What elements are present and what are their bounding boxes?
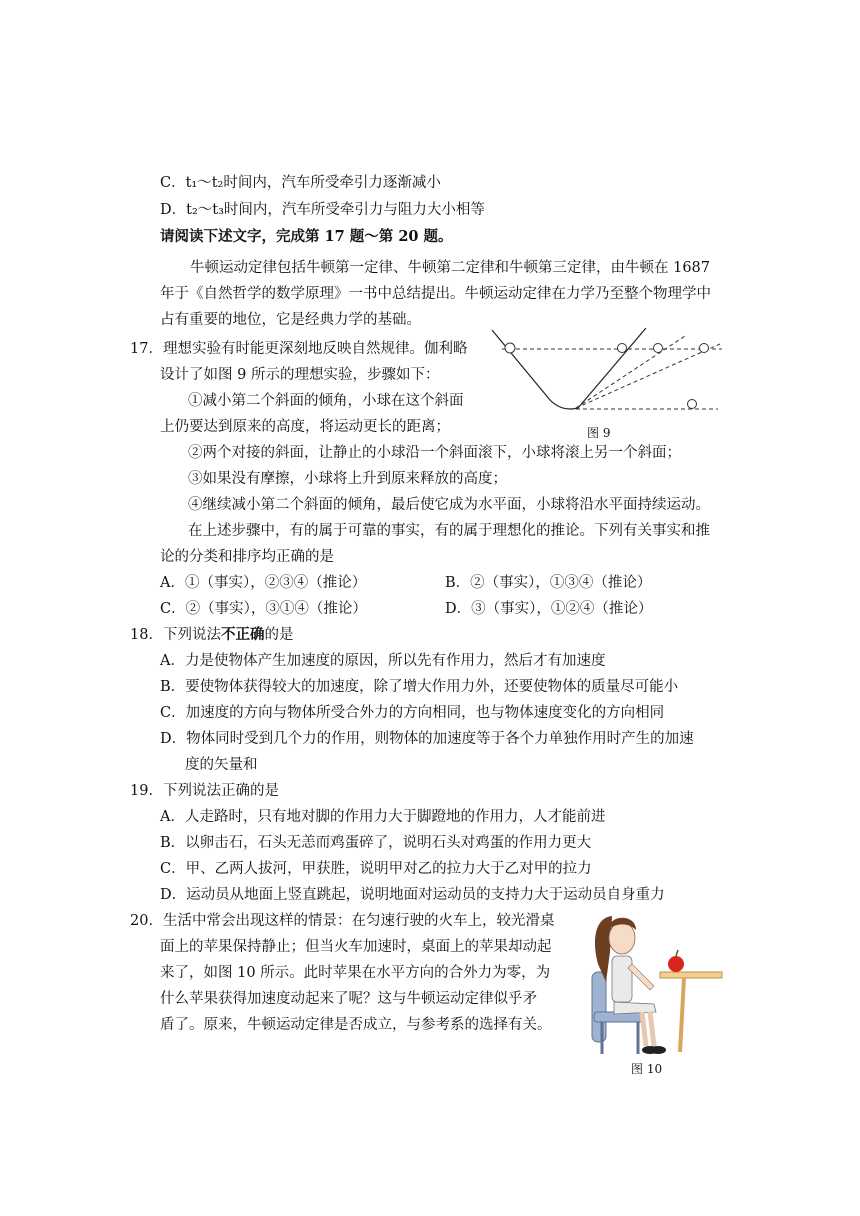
table-top	[660, 972, 722, 978]
q20-stem-line-4: 什么苹果获得加速度动起来了呢？这与牛顿运动定律似乎矛	[160, 991, 537, 1007]
q18-stem-prefix: 18．下列说法	[130, 627, 221, 643]
q20-stem-line-3: 来了，如图 10 所示。此时苹果在水平方向的合外力为零，为	[160, 965, 551, 981]
q17-step-3: ③如果没有摩擦，小球将上升到原来释放的高度；	[188, 471, 507, 487]
q17-step-4: ④继续减小第二个斜面的倾角，最后使它成为水平面，小球将沿水平面持续运动。	[188, 497, 710, 513]
girl-dress	[612, 956, 632, 1002]
q17-option-d: D．③（事实），①②④（推论）	[445, 601, 653, 617]
q16-option-c: C．t₁～t₂时间内，汽车所受牵引力逐渐减小	[160, 175, 441, 191]
apple-stem	[676, 950, 678, 956]
q18-option-a: A．力是使物体产生加速度的原因，所以先有作用力，然后才有加速度	[160, 653, 606, 669]
track-curve	[492, 328, 646, 409]
q17-stem-line-2: 设计了如图 9 所示的理想实验，步骤如下：	[160, 367, 440, 383]
table-leg	[680, 978, 684, 1052]
passage-line-2: 年于《自然哲学的数学原理》一书中总结提出。牛顿运动定律在力学乃至整个物理学中	[160, 286, 711, 302]
q18-option-d-cont: 度的矢量和	[185, 757, 258, 773]
figure-10-girl-apple-illustration	[584, 912, 730, 1058]
q17-option-c: C．②（事实），③①④（推论）	[160, 601, 367, 617]
figure-9-inclined-planes	[490, 322, 730, 422]
ball-horizontal	[688, 400, 697, 409]
girl-face	[609, 922, 635, 954]
ball-start	[505, 343, 515, 353]
q18-stem-emphasis: 不正确	[220, 626, 265, 643]
q17-stem-line-1: 17．理想实验有时能更深刻地反映自然规律。伽利略	[130, 341, 468, 357]
q17-step-2: ②两个对接的斜面，让静止的小球沿一个斜面滚下，小球将滚上另一个斜面；	[188, 445, 681, 461]
slope-line-3	[576, 344, 720, 408]
chair-back	[592, 972, 606, 1042]
girl-leg	[650, 1012, 654, 1046]
section-instruction: 请阅读下述文字，完成第 17 题～第 20 题。	[160, 228, 453, 245]
q18-stem	[130, 625, 293, 645]
q18-option-c: C．加速度的方向与物体所受合外力的方向相同，也与物体速度变化的方向相同	[160, 705, 665, 721]
q18-stem-suffix: 的是	[264, 627, 294, 643]
q20-stem-line-5: 盾了。原来，牛顿运动定律是否成立，与参考系的选择有关。	[160, 1017, 552, 1033]
ball-slope-1	[618, 344, 627, 353]
q19-option-d: D．运动员从地面上竖直跳起，说明地面对运动员的支持力大于运动员自身重力	[160, 887, 665, 903]
q16-option-d: D．t₂～t₃时间内，汽车所受牵引力与阻力大小相等	[160, 202, 485, 218]
figure-10-caption: 图 10	[631, 1062, 663, 1076]
ball-slope-3	[700, 344, 709, 353]
q17-option-b: B．②（事实），①③④（推论）	[445, 575, 652, 591]
q17-step-1a: ①减小第二个斜面的倾角，小球在这个斜面	[188, 393, 464, 409]
q17-step-1b: 上仍要达到原来的高度，将运动更长的距离；	[160, 419, 450, 435]
q20-stem-line-2: 面上的苹果保持静止；但当火车加速时，桌面上的苹果却动起	[160, 939, 552, 955]
q17-question-line-2: 论的分类和排序均正确的是	[160, 549, 334, 565]
ball-slope-2	[654, 344, 663, 353]
q19-option-a: A．人走路时，只有地对脚的作用力大于脚蹬地的作用力，人才能前进	[160, 809, 606, 825]
passage-line-1: 牛顿运动定律包括牛顿第一定律、牛顿第二定律和牛顿第三定律，由牛顿在 1687	[190, 260, 711, 276]
q19-stem: 19．下列说法正确的是	[130, 783, 279, 799]
passage-line-3: 占有重要的地位，它是经典力学的基础。	[160, 312, 421, 328]
q19-option-c: C．甲、乙两人拔河，甲获胜，说明甲对乙的拉力大于乙对甲的拉力	[160, 861, 592, 877]
apple	[668, 956, 684, 972]
q18-option-b: B．要使物体获得较大的加速度，除了增大作用力外，还要使物体的质量尽可能小	[160, 679, 679, 695]
q17-question-line-1: 在上述步骤中，有的属于可靠的事实，有的属于理想化的推论。下列有关事实和推	[188, 523, 710, 539]
q19-option-b: B．以卵击石，石头无恙而鸡蛋碎了，说明石头对鸡蛋的作用力更大	[160, 835, 592, 851]
q17-option-a: A．①（事实），②③④（推论）	[160, 575, 367, 591]
figure-9-caption: 图 9	[587, 426, 611, 440]
girl-leg	[642, 1012, 646, 1046]
q20-stem-line-1: 20．生活中常会出现这样的情景：在匀速行驶的火车上，较光滑桌	[130, 913, 555, 929]
girl-shoe	[650, 1046, 666, 1054]
q18-option-d: D．物体同时受到几个力的作用，则物体的加速度等于各个力单独作用时产生的加速	[160, 731, 694, 747]
